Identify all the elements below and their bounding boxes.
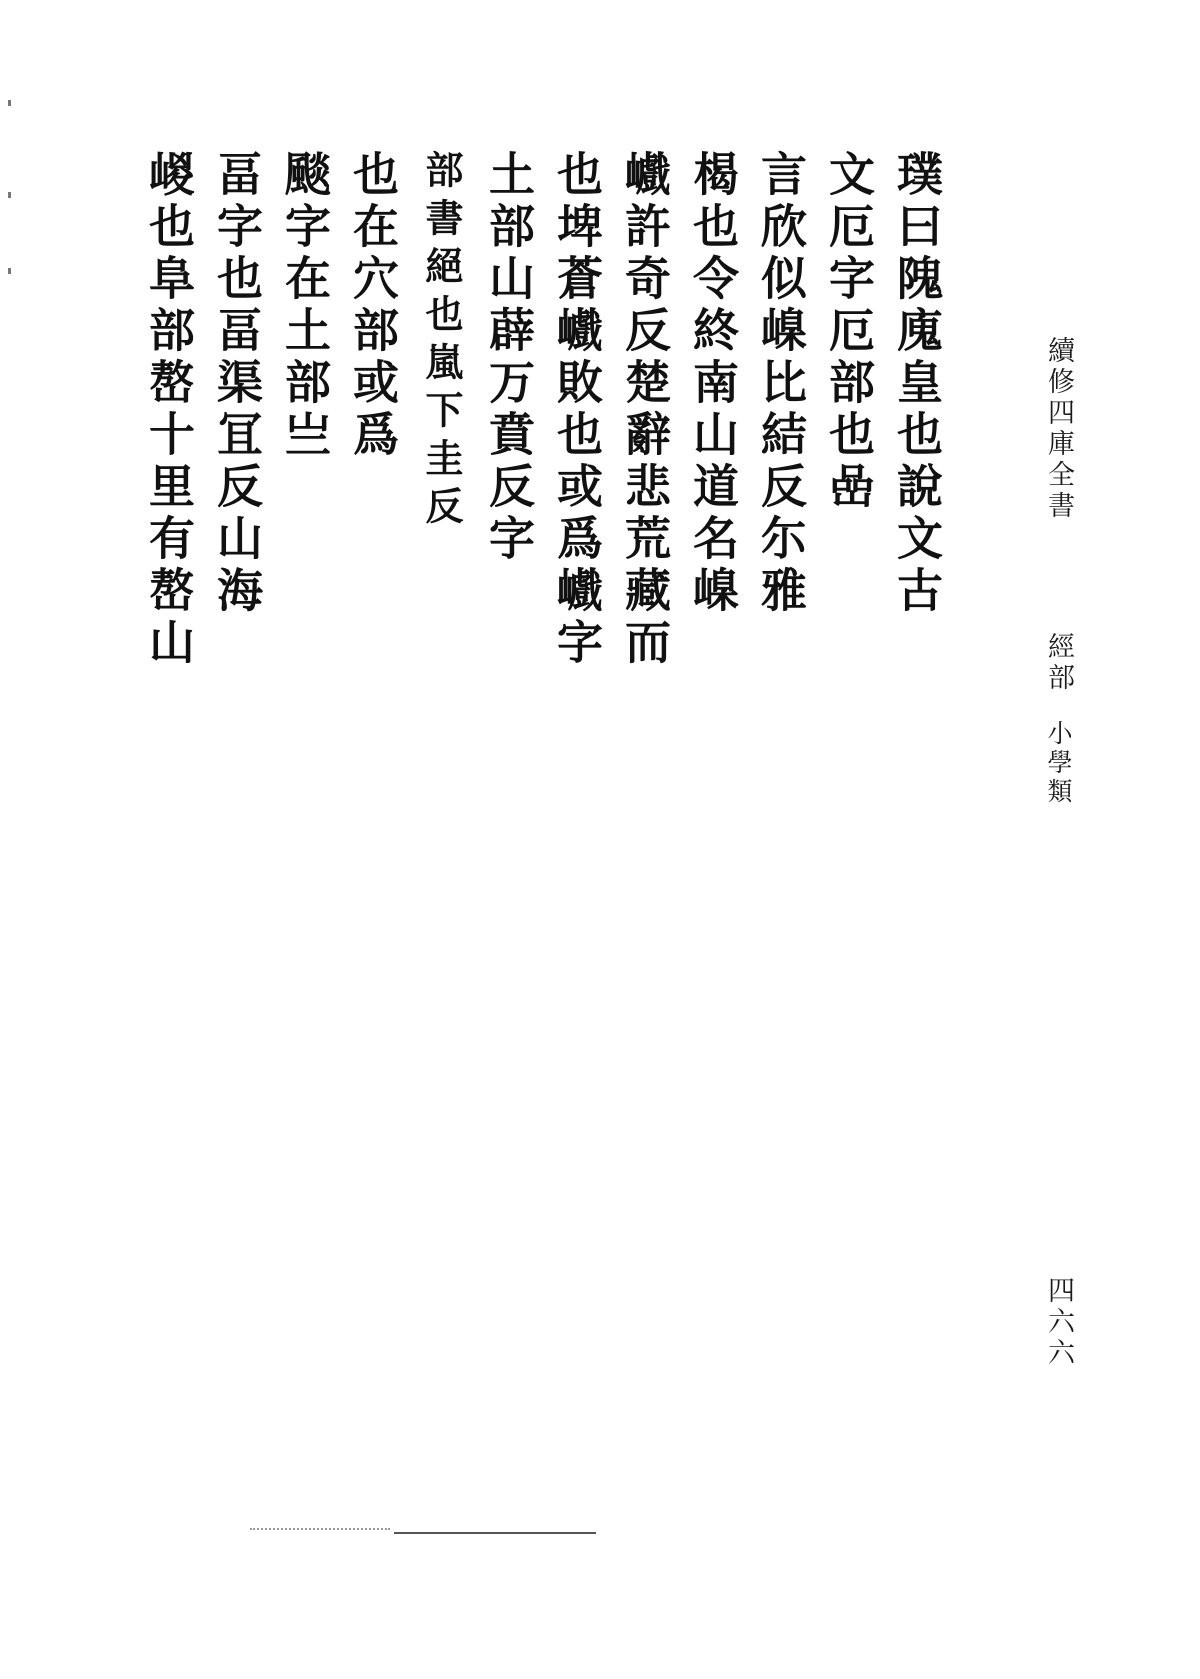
text-column-3: 言欣似嵲比結反尓雅: [754, 150, 808, 618]
scan-artifact-dots: [250, 1528, 390, 1534]
text-column-11: 畐字也畐渠冝反山海: [210, 150, 264, 618]
text-column-4: 楬也令終南山道名嵲: [686, 150, 740, 618]
text-column-9: 也在穴部或爲: [346, 150, 400, 462]
page-number: 四六六: [1043, 1276, 1074, 1369]
text-column-8: 部書絕也嵐下圭反: [419, 150, 464, 534]
text-column-2: 文厄字厄部也嵒: [822, 150, 876, 514]
scan-artifact-line: [394, 1532, 596, 1534]
text-columns: [138, 150, 948, 1490]
text-column-7: 土部山薜万賁反字: [482, 150, 536, 566]
running-header-category: 小學類: [1044, 720, 1073, 807]
text-column-6: 也埤蒼巇敗也或爲巇字: [550, 150, 604, 670]
running-header-section: 經部: [1043, 632, 1074, 694]
text-column-12: 嵕也阜部嶅十里有嶅山: [142, 150, 196, 670]
margin-mark: [8, 192, 11, 198]
margin-mark: [8, 268, 11, 274]
text-column-1: 璞曰隗廆皇也說文古: [890, 150, 944, 618]
margin-mark: [8, 100, 11, 106]
text-column-5: 巇許奇反楚辭悲荒藏而: [618, 150, 672, 670]
text-column-10: 颷字在土部亗: [278, 150, 332, 462]
running-header-book-title: 續修四庫全書: [1043, 336, 1074, 522]
